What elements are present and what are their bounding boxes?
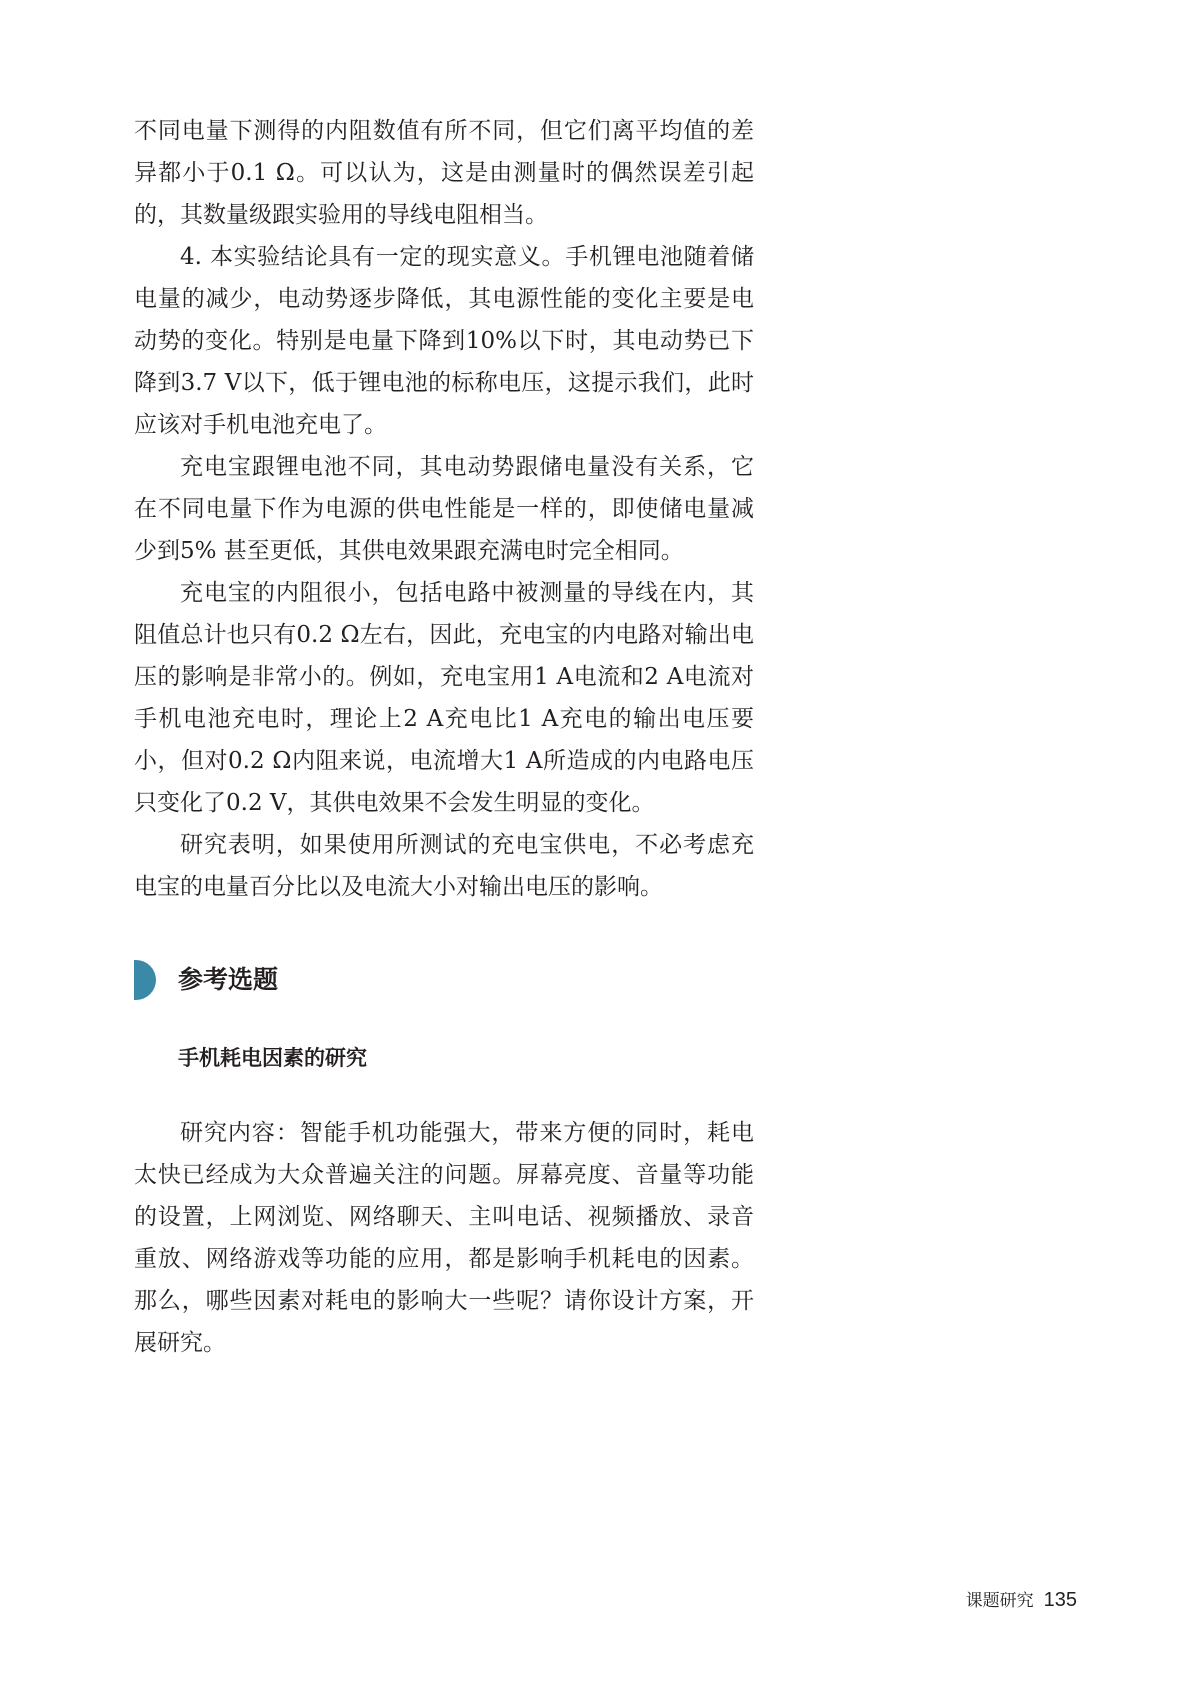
paragraph-power-bank: 充电宝跟锂电池不同，其电动势跟储电量没有关系，它在不同电量下作为电源的供电性能是一样的，即使储电量减少到5% 甚至更低，其供电效果跟充满电时完全相同。: [134, 454, 754, 564]
paragraph-findings: 研究表明，如果使用所测试的充电宝供电，不必考虑充电宝的电量百分比以及电流大小对输出电压的影响。: [134, 832, 754, 900]
heading-marker-icon: [134, 960, 156, 1000]
research-content: [134, 1112, 754, 1364]
page-footer: [966, 1585, 1077, 1615]
body-text: [134, 110, 754, 908]
paragraph-internal-resistance: 充电宝的内阻很小，包括电路中被测量的导线在内，其阻值总计也只有0.2 Ω左右，因此，充电宝的内电路对输出电压的影响是非常小的。例如，充电宝用1 A电流和2 A电流对手机电池充电时，理论上2 A充电比1 A充电的输出电压要小，但对0.2 Ω内阻来说，电流增大1 A所造成的内电路电压只变化了0.2 V，其供电效果不会发生明显的变化。: [134, 580, 754, 816]
paragraph-continued: 不同电量下测得的内阻数值有所不同，但它们离平均值的差异都小于0.1 Ω。可以认为，这是由测量时的偶然误差引起的，其数量级跟实验用的导线电阻相当。: [134, 118, 754, 228]
page-number: 135: [1043, 1589, 1077, 1611]
paragraph-conclusion-4: 4. 本实验结论具有一定的现实意义。手机锂电池随着储电量的减少，电动势逐步降低，其电源性能的变化主要是电动势的变化。特别是电量下降到10%以下时，其电动势已下降到3.7 V以下，低于锂电池的标称电压，这提示我们，此时应该对手机电池充电了。: [134, 244, 754, 438]
section-heading: [134, 960, 754, 1000]
section-title: 参考选题: [178, 965, 279, 994]
topic-title: 手机耗电因素的研究: [178, 1046, 367, 1070]
footer-section-name: 课题研究: [965, 1591, 1034, 1611]
paragraph-research-content: 研究内容：智能手机功能强大，带来方便的同时，耗电太快已经成为大众普遍关注的问题。屏幕亮度、音量等功能的设置，上网浏览、网络聊天、主叫电话、视频播放、录音重放、网络游戏等功能的应用，都是影响手机耗电的因素。那么，哪些因素对耗电的影响大一些呢？请你设计方案，开展研究。: [134, 1120, 754, 1356]
